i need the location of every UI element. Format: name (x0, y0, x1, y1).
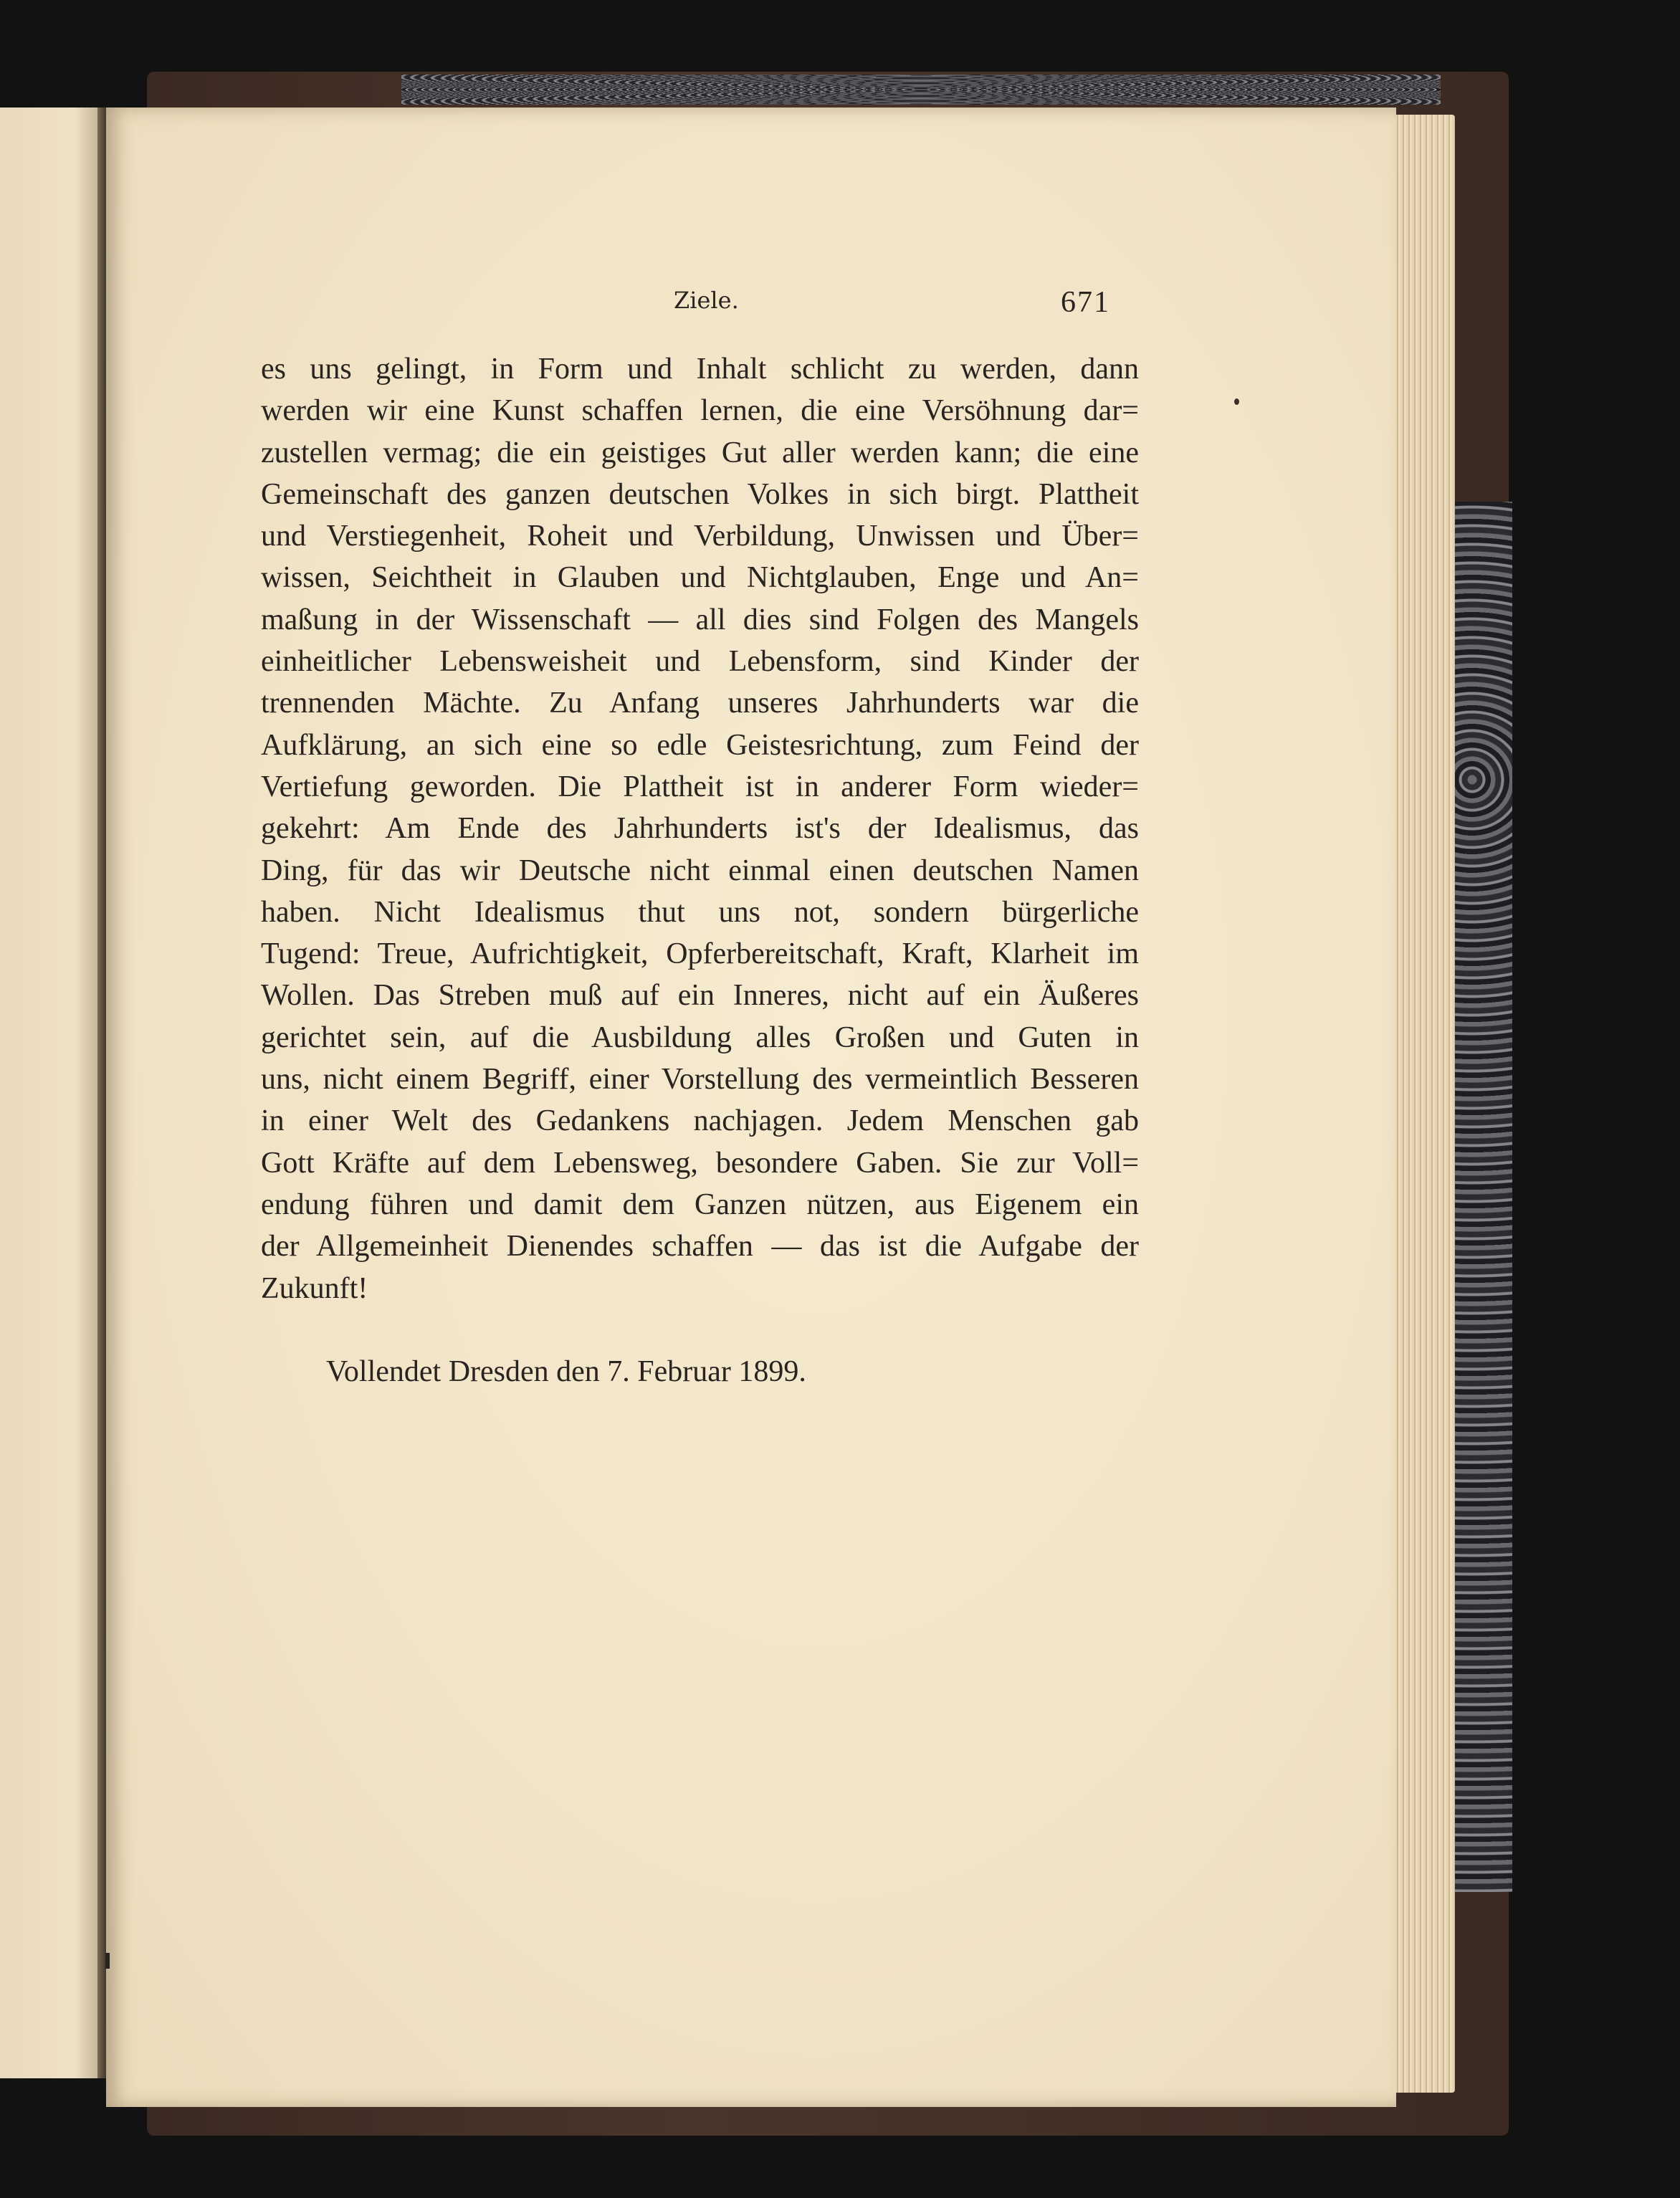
left-page-edge (0, 107, 106, 2078)
text-line: Wollen. Das Streben muß auf ein Inneres, nicht auf ein Äußeres (261, 979, 1139, 1013)
text-line: trennenden Mächte. Zu Anfang unseres Jahrhunderts war die (261, 687, 1139, 720)
closing-line: Vollendet Dresden den 7. Februar 1899. (326, 1355, 806, 1388)
text-line: Zukunft! (261, 1271, 368, 1305)
page-number: 671 (1061, 286, 1110, 319)
text-line: werden wir eine Kunst schaffen lernen, die eine Versöhnung dar= (261, 394, 1139, 428)
text-line: gekehrt: Am Ende des Jahrhunderts ist's der Idealismus, das (261, 812, 1139, 846)
ink-speck (1234, 398, 1239, 405)
text-line: wissen, Seichtheit in Glauben und Nichtglauben, Enge und An= (261, 561, 1139, 595)
text-line: Ding, für das wir Deutsche nicht einmal einen deutschen Namen (261, 854, 1139, 887)
body-text (261, 348, 1139, 1309)
marbled-endpaper (1455, 502, 1512, 1892)
text-line: Aufklärung, an sich eine so edle Geistesrichtung, zum Feind der (261, 728, 1139, 762)
text-line: in einer Welt des Gedankens nachjagen. Jedem Menschen gab (261, 1104, 1139, 1138)
text-line: Tugend: Treue, Aufrichtigkeit, Opferbereitschaft, Kraft, Klarheit im (261, 937, 1139, 971)
text-line: Gemeinschaft des ganzen deutschen Volkes in sich birgt. Plattheit (261, 477, 1139, 511)
text-line: Gott Kräfte auf dem Lebensweg, besondere Gaben. Sie zur Voll= (261, 1146, 1139, 1180)
marbled-top-edge (401, 75, 1441, 105)
text-line: und Verstiegenheit, Roheit und Verbildung, Unwissen und Über= (261, 520, 1139, 553)
running-head: Ziele. (674, 287, 739, 314)
text-line: uns, nicht einem Begriff, einer Vorstellung des vermeintlich Besseren (261, 1063, 1139, 1096)
text-line: es uns gelingt, in Form und Inhalt schlicht zu werden, dann (261, 353, 1139, 386)
text-line: Vertiefung geworden. Die Plattheit ist in anderer Form wieder= (261, 770, 1139, 803)
text-line: zustellen vermag; die ein geistiges Gut aller werden kann; die eine (261, 436, 1139, 469)
text-line: endung führen und damit dem Ganzen nützen, aus Eigenem ein (261, 1188, 1139, 1221)
text-line: gerichtet sein, auf die Ausbildung alles Großen und Guten in (261, 1021, 1139, 1054)
text-line: haben. Nicht Idealismus thut uns not, sondern bürgerliche (261, 895, 1139, 929)
text-line: maßung in der Wissenschaft — all dies sind Folgen des Mangels (261, 603, 1139, 636)
text-line: der Allgemeinheit Dienendes schaffen — das ist die Aufgabe der (261, 1230, 1139, 1263)
text-line: einheitlicher Lebensweisheit und Lebensform, sind Kinder der (261, 645, 1139, 679)
page-notch (105, 1953, 110, 1969)
